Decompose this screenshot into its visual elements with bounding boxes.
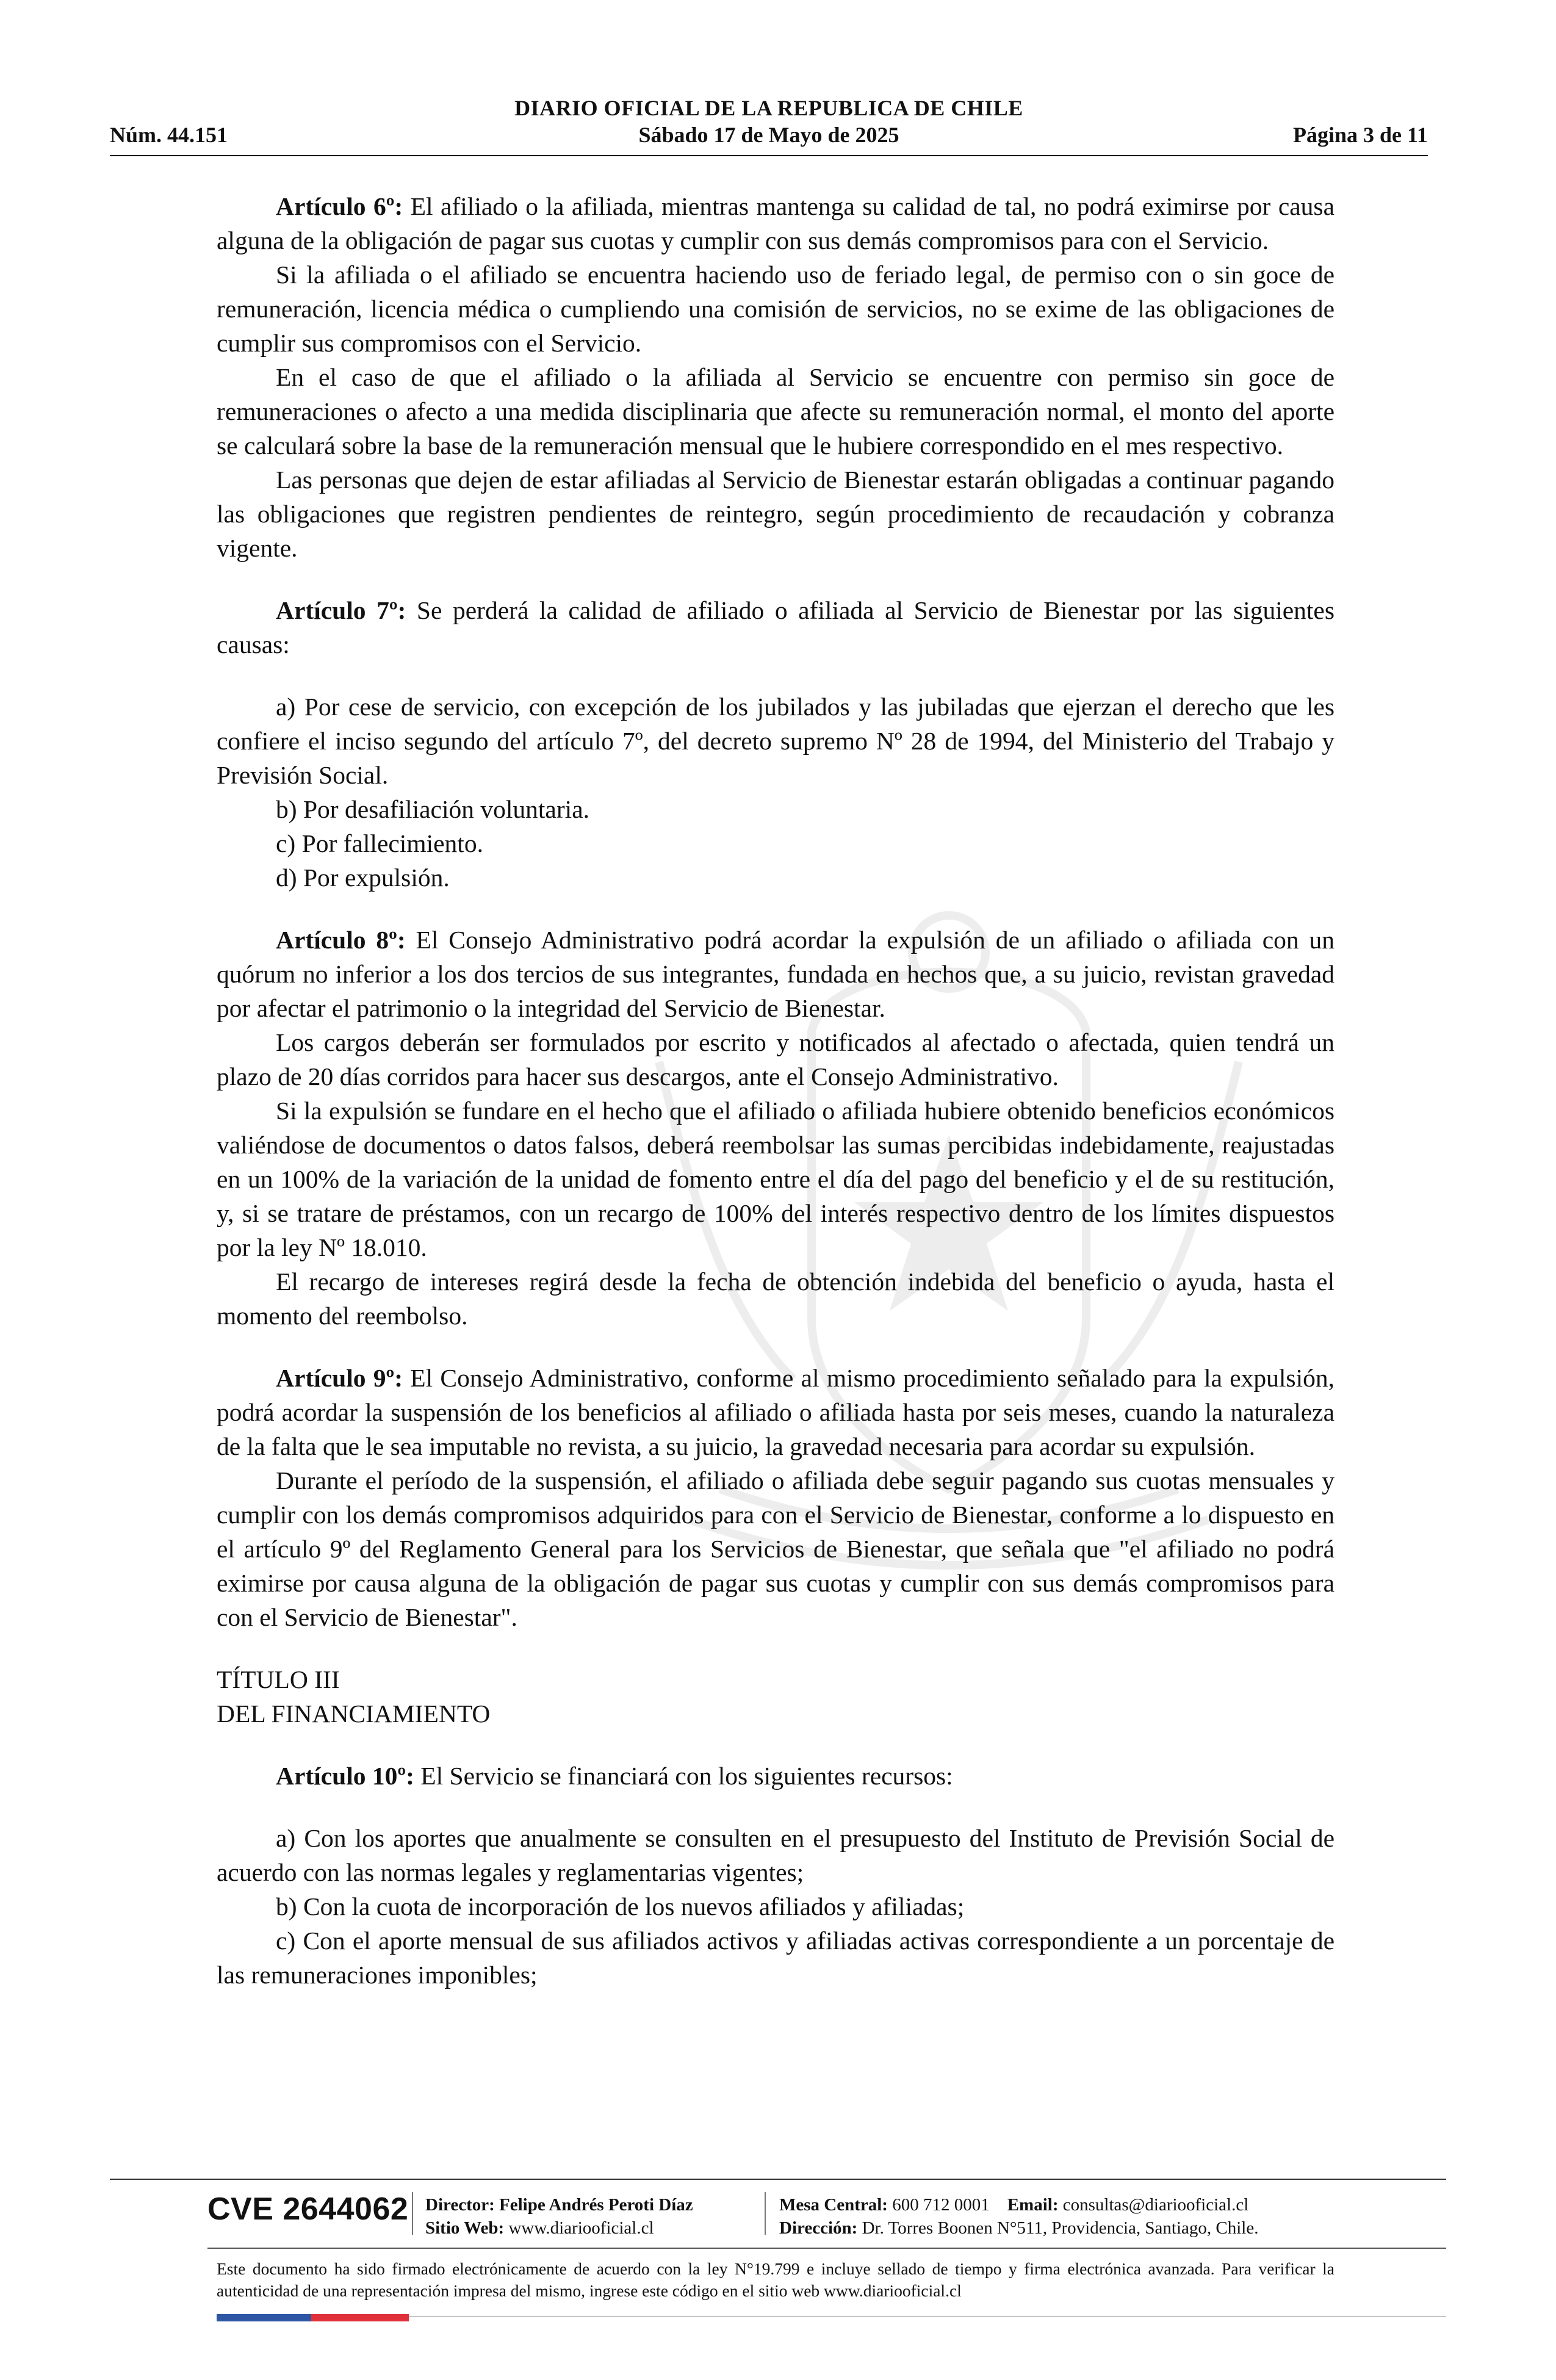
article-7-item-d: d) Por expulsión. [276, 864, 450, 892]
article-9-paragraph-1 [217, 1361, 1334, 1463]
article-8-paragraph-2: Los cargos deberán ser formulados por escrito y notificados al afectado o afectada, quien tendrá un plazo de 20 días corridos para hacer sus descargos, ante el Consejo Administrativo. [217, 1028, 1334, 1091]
footer-divider-bottom [409, 2316, 1446, 2317]
address-label: Dirección: [779, 2218, 858, 2238]
article-6-paragraph-4: Las personas que dejen de estar afiliadas al Servicio de Bienestar estarán obligadas a continuar pagando las obligaciones que registren pendientes de reintegro, según procedimiento de recaudación y cobranza vigente. [217, 466, 1334, 562]
issue-number: Núm. 44.151 [110, 123, 228, 147]
article-7-item-a: a) Por cese de servicio, con excepción de los jubilados y las jubiladas que ejerzan el derecho que les confiere el inciso segundo del artículo 7º, del decreto supremo Nº 28 de 1994, del Ministerio del Trabajo y Previsión Social. [217, 693, 1334, 789]
article-7-item-b: b) Por desafiliación voluntaria. [276, 795, 589, 823]
title-subheading: DEL FINANCIAMIENTO [217, 1700, 491, 1728]
article-10-paragraph-1 [217, 1759, 1334, 1793]
footer-separator [765, 2192, 766, 2235]
article-6-paragraph-3: En el caso de que el afiliado o la afiliada al Servicio se encuentre con permiso sin goce de remuneraciones o afecto a una medida disciplinaria que afecte su remuneración normal, el monto del aporte se calculará sobre la base de la remuneración mensual que le hubiere correspondido en el mes respectivo. [217, 363, 1334, 460]
article-8-paragraph-4: El recargo de intereses regirá desde la fecha de obtención indebida del beneficio o ayuda, hasta el momento del reembolso. [217, 1268, 1334, 1330]
director-name: Felipe Andrés Peroti Díaz [494, 2195, 693, 2215]
cve-code: CVE 2644062 [207, 2191, 409, 2227]
page-number: Página 3 de 11 [1292, 123, 1428, 147]
title-heading: TÍTULO III [217, 1665, 340, 1693]
flag-bar-red [311, 2314, 409, 2321]
article-9-paragraph-2: Durante el período de la suspensión, el afiliado o afiliada debe seguir pagando sus cuotas mensuales y cumplir con los demás compromisos adquiridos para con el Servicio de Bienestar, conforme a lo dispuesto en el artículo 9º del Reglamento General para los Servicios de Bienestar, que señala que "el afiliado no podrá eximirse por causa alguna de la obligación de pagar sus cuotas y cumplir con sus demás compromisos para con el Servicio de Bienestar". [217, 1466, 1334, 1631]
director-label: Director: [425, 2195, 495, 2215]
page-header [110, 92, 1428, 159]
address-value: Dr. Torres Boonen N°511, Providencia, Santiago, Chile. [857, 2218, 1259, 2238]
article-9-label: Artículo 9º: [276, 1364, 403, 1392]
email-link[interactable]: consultas@diariooficial.cl [1058, 2195, 1249, 2215]
publication-title: DIARIO OFICIAL DE LA REPUBLICA DE CHILE [514, 96, 1023, 120]
article-6-text: El afiliado o la afiliada, mientras mantenga su calidad de tal, no podrá eximirse por causa alguna de la obligación de pagar sus cuotas y cumplir con sus demás compromisos para con el Servicio. [217, 192, 1334, 254]
article-7-paragraph-1 [217, 593, 1334, 662]
article-6-paragraph-2: Si la afiliada o el afiliado se encuentra haciendo uso de feriado legal, de permiso con o sin goce de remuneración, licencia médica o cumpliendo una comisión de servicios, no se exime de las obligaciones de cumplir sus compromisos con el Servicio. [217, 261, 1334, 357]
issue-date: Sábado 17 de Mayo de 2025 [638, 123, 899, 147]
mesa-label: Mesa Central: [779, 2195, 888, 2215]
article-8-paragraph-1 [217, 923, 1334, 1025]
article-10-item-a: a) Con los aportes que anualmente se consulten en el presupuesto del Instituto de Previsión Social de acuerdo con las normas legales y reglamentarias vigentes; [217, 1824, 1334, 1886]
article-10-text: El Servicio se financiará con los siguientes recursos: [414, 1762, 953, 1790]
article-10-item-c: c) Con el aporte mensual de sus afiliados activos y afiliadas activas correspondiente a un porcentaje de las remuneraciones imponibles; [217, 1927, 1334, 1989]
footer-divider-top [110, 2179, 1446, 2180]
footer-contact-block [779, 2193, 1258, 2240]
site-link[interactable]: www.diariooficial.cl [504, 2218, 654, 2238]
article-8-paragraph-3: Si la expulsión se fundare en el hecho que el afiliado o afiliada hubiere obtenido beneficios económicos valiéndose de documentos o datos falsos, deberá reembolsar las sumas percibidas indebidamente, reajustadas en un 100% de la variación de la unidad de fomento entre el día del pago del beneficio y el de su restitución, y, si se tratare de préstamos, con un recargo de 100% del interés respectivo dentro de los límites dispuestos por la ley Nº 18.010. [217, 1097, 1334, 1261]
email-label: Email: [1007, 2195, 1059, 2215]
article-6-label: Artículo 6º: [276, 192, 403, 220]
header-divider [110, 155, 1428, 156]
site-label: Sitio Web: [425, 2218, 505, 2238]
flag-color-bar [217, 2314, 409, 2321]
article-10-item-b: b) Con la cuota de incorporación de los nuevos afiliados y afiliadas; [276, 1892, 965, 1920]
article-8-label: Artículo 8º: [276, 926, 406, 954]
article-10-label: Artículo 10º: [276, 1762, 414, 1790]
article-9-text: El Consejo Administrativo, conforme al mismo procedimiento señalado para la expulsión, podrá acordar la suspensión de los beneficios al afiliado o afiliada hasta por seis meses, cuando la naturaleza de la falta que le sea imputable no revista, a su juicio, la gravedad necesaria para acordar su expulsión. [217, 1364, 1334, 1460]
article-6-paragraph-1 [217, 189, 1334, 258]
mesa-phone: 600 712 0001 [887, 2195, 990, 2215]
footer-separator [412, 2192, 413, 2235]
flag-bar-blue [217, 2314, 311, 2321]
footer-divider-middle [207, 2248, 1446, 2249]
footer-director-block [425, 2193, 693, 2240]
article-7-text: Se perderá la calidad de afiliado o afiliada al Servicio de Bienestar por las siguientes causas: [217, 596, 1335, 658]
article-7-label: Artículo 7º: [276, 596, 406, 624]
signature-note: Este documento ha sido firmado electrónicamente de acuerdo con la ley N°19.799 e incluye sellado de tiempo y firma electrónica avanzada. Para verificar la autenticidad de una representación impresa del mismo, ingrese este código en el sitio web www.diariooficial.cl [217, 2259, 1334, 2300]
document-body [217, 189, 1334, 1992]
article-7-item-c: c) Por fallecimiento. [276, 829, 483, 857]
article-8-text: El Consejo Administrativo podrá acordar la expulsión de un afiliado o afiliada con un quórum no inferior a los dos tercios de sus integrantes, fundada en hechos que, a su juicio, revistan gravedad por afectar el patrimonio o la integridad del Servicio de Bienestar. [217, 926, 1334, 1022]
